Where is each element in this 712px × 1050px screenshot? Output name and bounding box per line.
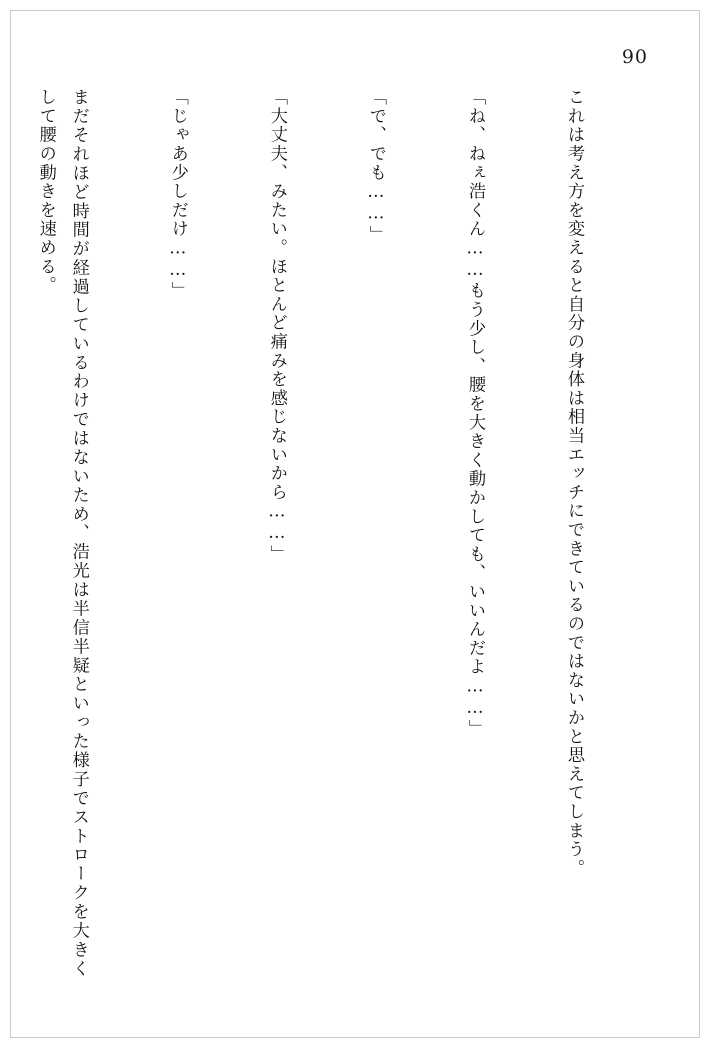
paragraph: 「じゃあ少しだけ……」 — [167, 88, 188, 301]
paragraph: 「で、でも……」 — [365, 88, 386, 244]
paragraph: これは考え方を変えると自分の身体は相当エッチにできているのではないかと思えてしまう。 — [563, 88, 584, 878]
page-body-text — [35, 88, 656, 978]
page-number: 90 — [621, 46, 648, 68]
paragraph: 「ね、ねぇ浩くん……もう少し、腰を大きく動かしても、いいんだよ……」 — [464, 88, 485, 739]
paragraph: 「大丈夫、みたい。ほとんど痛みを感じないから……」 — [266, 88, 287, 564]
paragraph: まだそれほど時間が経過しているわけではないため、浩光は半信半疑といった様子でストロークを大きくして腰の動きを速める。 — [35, 88, 89, 978]
